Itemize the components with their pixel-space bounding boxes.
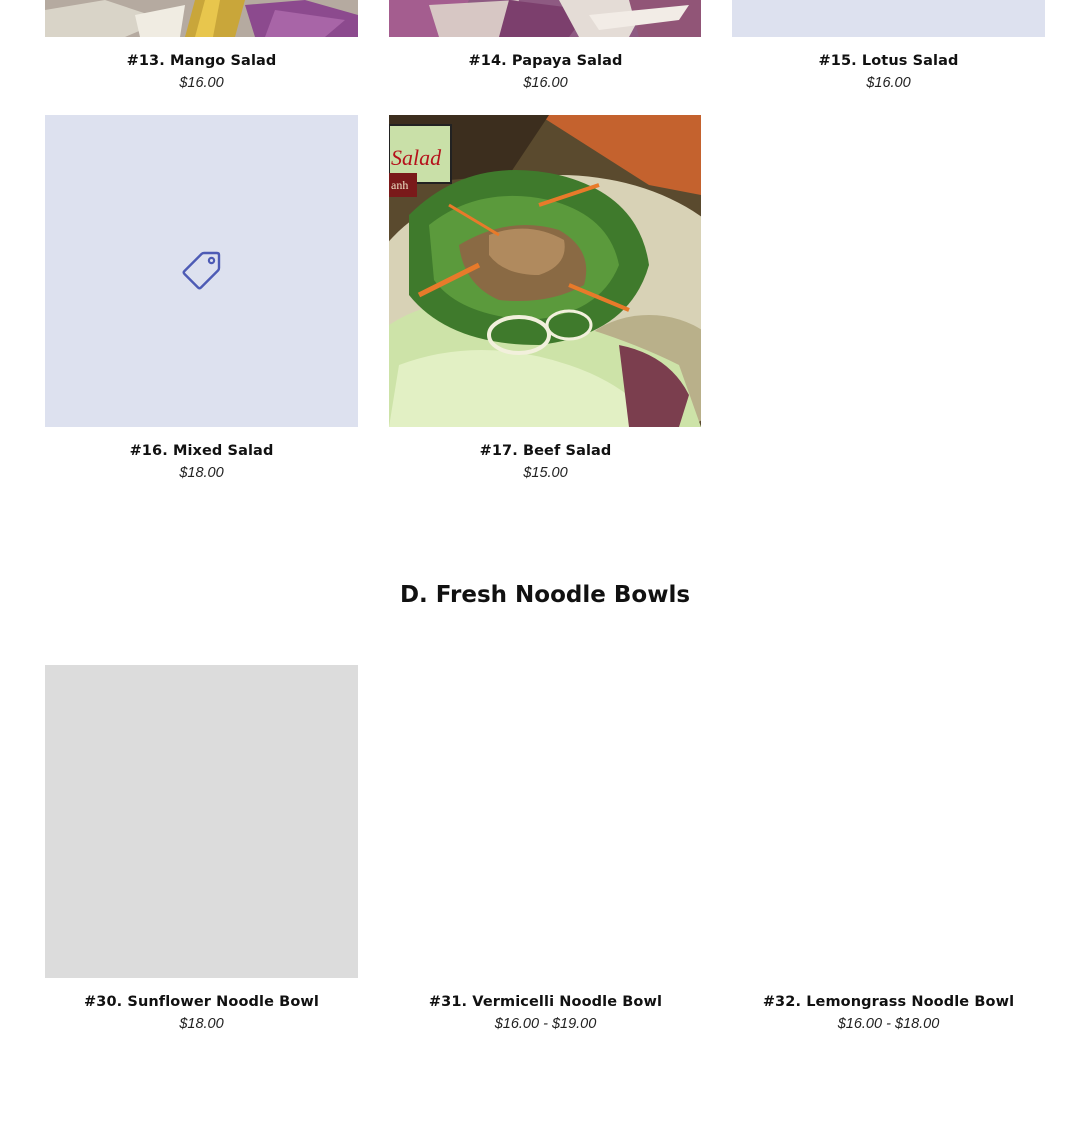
product-price: $15.00 bbox=[523, 465, 568, 481]
lotus-salad-image-placeholder[interactable] bbox=[732, 0, 1045, 37]
vermicelli-noodle-bowl-image-placeholder[interactable] bbox=[389, 665, 702, 978]
product-price: $18.00 bbox=[179, 1016, 224, 1032]
product-title[interactable]: #13. Mango Salad bbox=[126, 53, 277, 69]
price-tag-icon bbox=[180, 250, 222, 292]
sign-subtext: anh bbox=[391, 178, 409, 192]
product-title[interactable]: #17. Beef Salad bbox=[479, 443, 612, 459]
product-title[interactable]: #16. Mixed Salad bbox=[129, 443, 274, 459]
product-price: $16.00 - $19.00 bbox=[494, 1016, 597, 1032]
product-title[interactable]: #31. Vermicelli Noodle Bowl bbox=[428, 994, 663, 1010]
beef-salad-image[interactable] bbox=[389, 115, 701, 427]
product-price: $16.00 bbox=[866, 75, 911, 91]
product-title[interactable]: #14. Papaya Salad bbox=[468, 53, 623, 69]
lemongrass-noodle-bowl-image-placeholder[interactable] bbox=[732, 665, 1045, 978]
section-heading: D. Fresh Noodle Bowls bbox=[399, 582, 691, 608]
product-price: $18.00 bbox=[179, 465, 224, 481]
product-price: $16.00 bbox=[523, 75, 568, 91]
product-title[interactable]: #15. Lotus Salad bbox=[818, 53, 959, 69]
sunflower-noodle-bowl-image-placeholder[interactable] bbox=[45, 665, 358, 978]
mixed-salad-image-placeholder[interactable] bbox=[45, 115, 358, 427]
product-price: $16.00 bbox=[179, 75, 224, 91]
mango-salad-image[interactable] bbox=[45, 0, 358, 37]
product-price: $16.00 - $18.00 bbox=[837, 1016, 940, 1032]
papaya-salad-image[interactable] bbox=[389, 0, 702, 37]
product-title[interactable]: #32. Lemongrass Noodle Bowl bbox=[762, 994, 1015, 1010]
product-title[interactable]: #30. Sunflower Noodle Bowl bbox=[84, 994, 319, 1010]
sign-text: Salad bbox=[391, 145, 442, 170]
